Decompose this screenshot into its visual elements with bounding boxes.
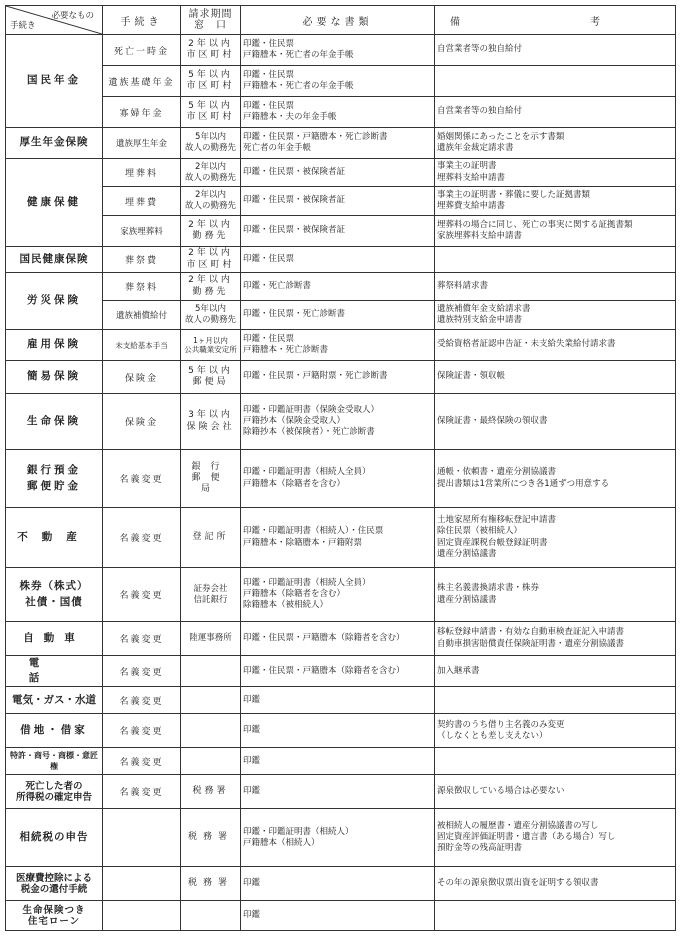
notes-cell: 通帳・依頼書・遺産分割協議書 提出書類は1営業所につき各1通ずつ用意する <box>435 450 676 508</box>
table-row <box>6 508 676 568</box>
documents-cell: 印鑑 <box>241 867 435 901</box>
table-row <box>6 361 676 394</box>
documents-cell: 印鑑・住民票 戸籍謄本・死亡者の年金手帳 <box>241 35 435 66</box>
documents-cell: 印鑑・印鑑証明書（保険金受取人） 戸籍抄本（保険金受取人） 除籍抄本（被保険者）・死亡診断書 <box>241 394 435 450</box>
table-row <box>6 450 676 508</box>
table-row <box>6 159 676 187</box>
notes-cell: その年の源泉徴収票出資を証明する領収書 <box>435 867 676 901</box>
procedure-cell <box>103 901 181 931</box>
procedure-cell: 死亡一時金 <box>103 35 181 66</box>
notes-cell: 被相続人の履歴書・遺産分割協議書の写し 固定資産評価証明書・遺言書（ある場合）写し 預貯金等の残高証明書 <box>435 809 676 867</box>
documents-cell: 印鑑・住民票 戸籍謄本・死亡者の年金手帳 <box>241 66 435 97</box>
category-cell: 自動車 <box>6 622 103 656</box>
category-cell: 株券（株式） 社債・国債 <box>6 568 103 622</box>
header-row <box>6 6 676 35</box>
documents-cell: 印鑑・印鑑証明書（相続人全員） 戸籍謄本（除籍者を含む） 除籍謄本（被相続人） <box>241 568 435 622</box>
period-cell: 2年以内 故人の勤務先 <box>181 187 241 216</box>
table-row <box>6 867 676 901</box>
table-row <box>6 66 676 97</box>
table-row <box>6 330 676 361</box>
category-cell: 借地・借家 <box>6 714 103 748</box>
period-cell <box>181 687 241 714</box>
notes-cell: 事業主の証明書・葬儀に要した証拠書類 埋葬費支給申請書 <box>435 187 676 216</box>
table-row <box>6 809 676 867</box>
period-cell: 税務署 <box>181 775 241 809</box>
notes-cell: 遺族補償年金支給請求書 遺族特別支給金申請書 <box>435 301 676 330</box>
notes-cell: 加入継承書 <box>435 656 676 687</box>
period-cell: 税務署 <box>181 809 241 867</box>
period-cell: 登記所 <box>181 508 241 568</box>
notes-cell: 源泉徴収している場合は必要ない <box>435 775 676 809</box>
procedure-cell: 遺族補償給付 <box>103 301 181 330</box>
documents-cell: 印鑑 <box>241 714 435 748</box>
category-cell: 国民健康保険 <box>6 247 103 273</box>
period-cell <box>181 714 241 748</box>
documents-cell: 印鑑・住民票 戸籍謄本・死亡診断書 <box>241 330 435 361</box>
period-cell: 5年以内 郵便局 <box>181 361 241 394</box>
category-cell: 相続税の申告 <box>6 809 103 867</box>
table-row <box>6 748 676 775</box>
procedure-cell: 名義変更 <box>103 748 181 775</box>
procedure-cell: 葬祭費 <box>103 247 181 273</box>
documents-cell: 印鑑・住民票 <box>241 247 435 273</box>
category-cell: 死亡した者の 所得税の確定申告 <box>6 775 103 809</box>
category-cell: 電話 <box>6 656 103 687</box>
period-cell: 1ヶ月以内 公共職業安定所 <box>181 330 241 361</box>
procedure-cell: 遺族基礎年金 <box>103 66 181 97</box>
notes-cell: 埋葬料の場合に同じ、死亡の事実に関する証拠書類 家族埋葬料支給申請書 <box>435 216 676 247</box>
documents-cell: 印鑑・住民票 戸籍謄本・夫の年金手帳 <box>241 97 435 128</box>
procedure-cell: 寡婦年金 <box>103 97 181 128</box>
procedure-cell: 名義変更 <box>103 656 181 687</box>
procedure-cell: 名義変更 <box>103 622 181 656</box>
category-cell: 労災保険 <box>6 273 103 330</box>
documents-cell: 印鑑・住民票・被保険者証 <box>241 159 435 187</box>
table-row <box>6 714 676 748</box>
category-cell: 簡易保険 <box>6 361 103 394</box>
period-cell: 5年以内 故人の勤務先 <box>181 128 241 159</box>
period-cell <box>181 656 241 687</box>
notes-cell: 保険証書・領収帳 <box>435 361 676 394</box>
category-cell: 国民年金 <box>6 35 103 128</box>
procedure-cell: 未支給基本手当 <box>103 330 181 361</box>
table-row <box>6 97 676 128</box>
table-row <box>6 901 676 931</box>
table-row <box>6 128 676 159</box>
period-cell: 2年以内 市区町村 <box>181 35 241 66</box>
table-row <box>6 394 676 450</box>
header-documents: 必要な書類 <box>241 6 435 35</box>
period-cell <box>181 748 241 775</box>
category-cell: 生命保険つき 住宅ローン <box>6 901 103 931</box>
documents-cell: 印鑑・住民票・戸籍謄本・死亡診断書 死亡者の年金手帳 <box>241 128 435 159</box>
documents-cell: 印鑑・印鑑証明書（相続人全員） 戸籍謄本（除籍者を含む） <box>241 450 435 508</box>
documents-cell: 印鑑 <box>241 901 435 931</box>
period-cell: 税務署 <box>181 867 241 901</box>
table-row <box>6 35 676 66</box>
category-cell: 銀行預金 郵便貯金 <box>6 450 103 508</box>
documents-cell: 印鑑・住民票・死亡診断書 <box>241 301 435 330</box>
period-cell: 3年以内 保険会社 <box>181 394 241 450</box>
header-notes: 備 考 <box>435 6 676 35</box>
period-cell: 2年以内 勤務先 <box>181 273 241 301</box>
header-period: 請求期間 窓 口 <box>181 6 241 35</box>
category-cell: 不動産 <box>6 508 103 568</box>
procedure-cell: 名義変更 <box>103 568 181 622</box>
table-row <box>6 247 676 273</box>
table-row <box>6 273 676 301</box>
procedure-cell: 遺族厚生年金 <box>103 128 181 159</box>
table-row <box>6 216 676 247</box>
notes-cell <box>435 748 676 775</box>
notes-cell <box>435 687 676 714</box>
category-cell: 医療費控除による 税金の還付手続 <box>6 867 103 901</box>
notes-cell: 事業主の証明書 埋葬料支給申請書 <box>435 159 676 187</box>
table-row <box>6 301 676 330</box>
procedure-cell: 保険金 <box>103 361 181 394</box>
documents-cell: 印鑑・印鑑証明書（相続人）・住民票 戸籍謄本・除籍謄本・戸籍附票 <box>241 508 435 568</box>
table-row <box>6 187 676 216</box>
procedure-cell: 名義変更 <box>103 775 181 809</box>
notes-cell: 葬祭料請求書 <box>435 273 676 301</box>
notes-cell <box>435 247 676 273</box>
period-cell: 5年以内 市区町村 <box>181 97 241 128</box>
documents-cell: 印鑑・住民票・被保険者証 <box>241 216 435 247</box>
category-cell: 特許・商号・商標・意匠権 <box>6 748 103 775</box>
procedure-cell: 埋葬費 <box>103 187 181 216</box>
period-cell: 陸運事務所 <box>181 622 241 656</box>
period-cell: 5年以内 市区町村 <box>181 66 241 97</box>
period-cell: 証券会社 信託銀行 <box>181 568 241 622</box>
table-row <box>6 568 676 622</box>
documents-cell: 印鑑 <box>241 775 435 809</box>
category-cell: 健康保健 <box>6 159 103 247</box>
procedure-cell: 家族埋葬料 <box>103 216 181 247</box>
documents-cell: 印鑑 <box>241 687 435 714</box>
notes-cell: 移転登録申請書・有効な自動車検査証記入申請書 自動車損害賠償責任保険証明書・遺産分割協議書 <box>435 622 676 656</box>
documents-cell: 印鑑・住民票・戸籍謄本（除籍者を含む） <box>241 622 435 656</box>
header-corner-top: 必要なもの <box>51 11 94 21</box>
notes-cell: 自営業者等の独自給付 <box>435 97 676 128</box>
period-cell: 銀行 郵便局 <box>181 450 241 508</box>
category-cell: 雇用保険 <box>6 330 103 361</box>
documents-cell: 印鑑 <box>241 748 435 775</box>
table-row <box>6 687 676 714</box>
procedures-table <box>5 5 676 931</box>
period-cell: 5年以内 故人の勤務先 <box>181 301 241 330</box>
notes-cell: 保険証書・最終保険の領収書 <box>435 394 676 450</box>
procedure-cell: 保険金 <box>103 394 181 450</box>
notes-cell: 株主名義書換請求書・株券 遺産分割協議書 <box>435 568 676 622</box>
notes-cell <box>435 901 676 931</box>
documents-cell: 印鑑・住民票・被保険者証 <box>241 187 435 216</box>
documents-cell: 印鑑・住民票・戸籍謄本（除籍者を含む） <box>241 656 435 687</box>
notes-cell: 受給資格者証認申告証・未支給失業給付請求書 <box>435 330 676 361</box>
procedure-cell: 埋葬料 <box>103 159 181 187</box>
category-cell: 電気・ガス・水道 <box>6 687 103 714</box>
documents-cell: 印鑑・死亡診断書 <box>241 273 435 301</box>
notes-cell: 土地家屋所有権移転登記申請書 除住民票（被相続人） 固定資産課税台帳登録証明書 遺産分割協議書 <box>435 508 676 568</box>
period-cell: 2年以内 故人の勤務先 <box>181 159 241 187</box>
notes-cell <box>435 66 676 97</box>
notes-cell: 契約書のうち借り主名義のみ変更 （しなくとも差し支えない） <box>435 714 676 748</box>
procedure-cell: 名義変更 <box>103 714 181 748</box>
procedure-cell: 名義変更 <box>103 508 181 568</box>
notes-cell: 自営業者等の独自給付 <box>435 35 676 66</box>
header-corner-bottom: 手続き <box>10 21 36 31</box>
period-cell: 2年以内 勤務先 <box>181 216 241 247</box>
procedure-cell <box>103 809 181 867</box>
header-procedure: 手続き <box>103 6 181 35</box>
procedure-cell: 葬祭料 <box>103 273 181 301</box>
period-cell: 2年以内 市区町村 <box>181 247 241 273</box>
notes-cell: 婚姻関係にあったことを示す書類 遺族年金裁定請求書 <box>435 128 676 159</box>
procedure-cell: 名義変更 <box>103 687 181 714</box>
procedure-cell <box>103 867 181 901</box>
documents-cell: 印鑑・住民票・戸籍附票・死亡診断書 <box>241 361 435 394</box>
procedure-cell: 名義変更 <box>103 450 181 508</box>
table-row <box>6 622 676 656</box>
header-corner <box>6 6 103 35</box>
category-cell: 生命保険 <box>6 394 103 450</box>
documents-cell: 印鑑・印鑑証明書（相続人） 戸籍謄本（相続人） <box>241 809 435 867</box>
category-cell: 厚生年金保険 <box>6 128 103 159</box>
table-row <box>6 656 676 687</box>
period-cell <box>181 901 241 931</box>
table-row <box>6 775 676 809</box>
